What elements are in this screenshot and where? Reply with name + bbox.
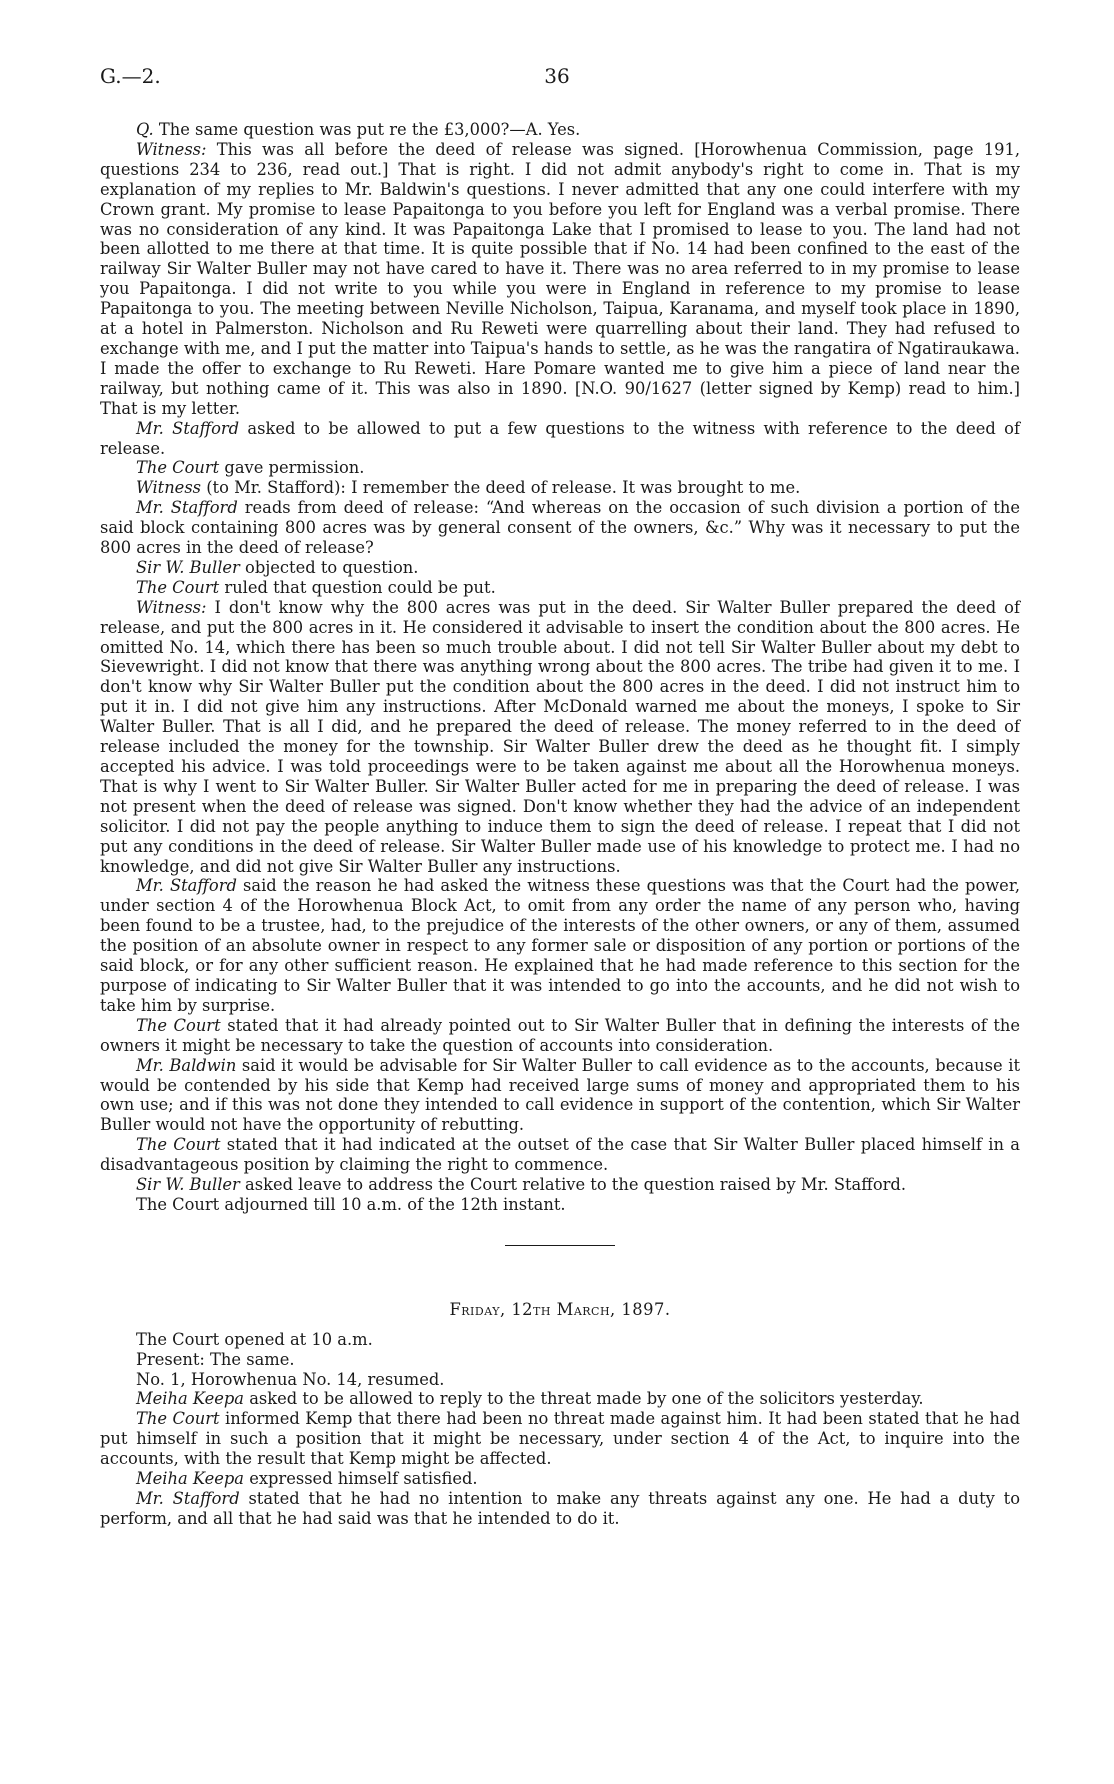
speaker-label: Mr. Stafford [136,876,237,896]
paragraph-text: stated that it had indicated at the outset of the case that Sir Walter Buller placed himself in a disadvantageous position by claiming the right to commence. [100,1135,1020,1175]
speaker-label: Q. [136,120,154,139]
paragraph-text: ruled that question could be put. [219,577,496,597]
paragraph-text: The Court adjourned till 10 a.m. of the 12th instant. [136,1194,566,1214]
paragraph [100,1370,1020,1390]
paragraph [100,1016,1020,1056]
paragraph-text: said the reason he had asked the witness these questions was that the Court had the power, under section 4 of the Horowhenua Block Act, to omit from any order the name of any person who, having been found to be a trustee, had, to the prejudice of the interests of the other owners, or any of them, assumed the position of an absolute owner in respect to any former sale or disposition of any portion or portions of the said block, or for any other sufficient reason. He explained that he had made reference to this section for the purpose of indicating to Sir Walter Buller that it was intended to go into the accounts, and he did not wish to take him by surprise. [100,876,1020,1015]
paragraph [100,1409,1020,1469]
paragraph-text: stated that he had no intention to make any threats against any one. He had a duty to perform, and all that he had said was that he intended to do it. [100,1489,1020,1528]
paragraph [100,1056,1020,1136]
proceedings-section-2 [100,1330,1020,1529]
paragraph [100,1135,1020,1175]
speaker-label: The Court [136,1135,221,1155]
speaker-label: Meiha Keepa [136,1469,245,1489]
paragraph-text: expressed himself satisfied. [244,1469,478,1489]
paragraph [100,1389,1020,1409]
speaker-label: Witness [136,478,202,498]
paragraph-text: asked to be allowed to reply to the threat made by one of the solicitors yesterday. [244,1389,924,1409]
paragraph-text: gave permission. [219,458,365,478]
paragraph-text: objected to question. [239,557,419,577]
paragraph-text: No. 1, Horowhenua No. 14, resumed. [136,1369,445,1389]
speaker-label: The Court [136,458,220,478]
paragraph-text: said it would be advisable for Sir Walter Buller to call evidence as to the accounts, because it would be contended by his side that Kemp had received large sums of money and appropriated them to his own use; and if this was not done they intended to call evidence in support of the contention, which Sir Walter Buller would not have the opportunity of rebutting. [100,1055,1020,1135]
speaker-label: Meiha Keepa [136,1389,245,1409]
paragraph-text: reads from deed of release: “And whereas on the occasion of such division a portion of the said block containing 800 acres was by general consent of the owners, &c.” Why was it necessary to put the 800 acres in the deed of release? [100,498,1020,558]
speaker-label: Witness: [136,597,207,617]
paragraph-text: stated that it had already pointed out to Sir Walter Buller that in defining the interests of the owners it might be necessary to take the question of accounts into consideration. [100,1015,1020,1055]
paragraph-text: (to Mr. Stafford): I remember the deed of release. It was brought to me. [201,478,801,498]
page-header [100,64,1014,94]
paragraph [100,120,1020,140]
date-heading: Friday, 12th March, 1897. [449,1299,671,1319]
paragraph-text: informed Kemp that there had been no threat made against him. It had been stated that he had put himself in such a position that it might be necessary, under section 4 of the Act, to inquire into the accounts, with the result that Kemp might be affected. [100,1409,1020,1469]
speaker-label: Witness: [136,139,207,159]
paragraph [100,140,1020,419]
paragraph-text: This was all before the deed of release was signed. [Horowhenua Commission, page 191, questions 234 to 236, read out.] That is right. I did not admit anybody's right to come in. That is my explanation of my replies to Mr. Baldwin's questions. I never admitted that any one could interfere with my Crown grant. My promise to lease Papaitonga to you before you left for England was a verbal promise. There was no consideration of any kind. It was Papaitonga Lake that I promised to lease to you. The land had not been allotted to me there at that time. It is quite possible that if No. 14 had been confined to the east of the railway Sir Walter Buller may not have cared to have it. There was no area referred to in my promise to lease you Papaitonga. I did not write to you while you were in England in reference to my promise to lease Papaitonga to you. The meeting between Neville Nicholson, Taipua, Karanama, and myself took place in 1890, at a hotel in Palmerston. Nicholson and Ru Reweti were quarrelling about their land. They had refused to exchange with me, and I put the matter into Taipua's hands to settle, as he was the rangatira of Ngatiraukawa. I made the offer to exchange to Ru Reweti. Hare Pomare wanted me to give him a piece of land near the railway, but nothing came of it. This was also in 1890. [N.O. 90/1627 (letter signed by Kemp) read to him.] That is my letter. [100,139,1020,418]
paragraph [100,419,1020,459]
paragraph [100,1330,1020,1350]
paragraph [100,1175,1020,1195]
paragraph [100,598,1020,877]
paragraph [100,1350,1020,1370]
paragraph [100,1489,1020,1529]
paragraph [100,478,1020,498]
section-divider [505,1245,615,1246]
paragraph [100,578,1020,598]
paragraph [100,498,1020,558]
speaker-label: Mr. Stafford [136,1489,240,1508]
speaker-label: Mr. Stafford [136,418,240,438]
paragraph [100,458,1020,478]
proceedings-section-1 [100,120,1020,1215]
speaker-label: Mr. Baldwin [136,1055,237,1075]
paragraph-text: The same question was put re the £3,000?—A. Yes. [153,120,581,139]
speaker-label: The Court [136,577,220,597]
paragraph [100,876,1020,1015]
paragraph-text: Present: The same. [136,1349,295,1369]
speaker-label: Sir W. Buller [136,557,240,577]
paragraph-text: I don't know why the 800 acres was put in the deed. Sir Walter Buller prepared the deed of release, and put the 800 acres in it. He considered it advisable to insert the condition about the 800 acres. He omitted No. 14, which there has been so much trouble about. I did not tell Sir Walter Buller about my debt to Sievewright. I did not know that there was anything wrong about the 800 acres. The tribe had given it to me. I don't know why Sir Walter Buller put the condition about the 800 acres in the deed. I did not instruct him to put it in. I did not give him any instructions. After McDonald warned me about the moneys, I spoke to Sir Walter Buller. That is all I did, and he prepared the deed of release. The money referred to in the deed of release included the money for the township. Sir Walter Buller drew the deed as he thought fit. I simply accepted his advice. I was told proceedings were to be taken against me about all the Horowhenua moneys. That is why I went to Sir Walter Buller. Sir Walter Buller acted for me in preparing the deed of release. I was not present when the deed of release was signed. Don't know whether they had the advice of an independent solicitor. I did not pay the people anything to induce them to sign the deed of release. I repeat that I did not put any conditions in the deed of release. Sir Walter Buller made use of his knowledge to protect me. I had no knowledge, and did not give Sir Walter Buller any instructions. [100,597,1020,876]
paragraph-text: asked leave to address the Court relative to the question raised by Mr. Stafford. [239,1175,907,1195]
speaker-label: The Court [136,1015,221,1035]
paragraph [100,1195,1020,1215]
paragraph [100,558,1020,578]
speaker-label: Mr. Stafford [136,498,238,518]
paragraph [100,1469,1020,1489]
page-number: 36 [544,64,570,88]
speaker-label: Sir W. Buller [136,1175,240,1195]
document-body [100,120,1020,1529]
speaker-label: The Court [136,1409,220,1429]
document-reference: G.—2. [100,64,161,88]
paragraph-text: The Court opened at 10 a.m. [136,1329,373,1349]
paragraph-text: asked to be allowed to put a few questions to the witness with reference to the deed of release. [100,418,1020,458]
